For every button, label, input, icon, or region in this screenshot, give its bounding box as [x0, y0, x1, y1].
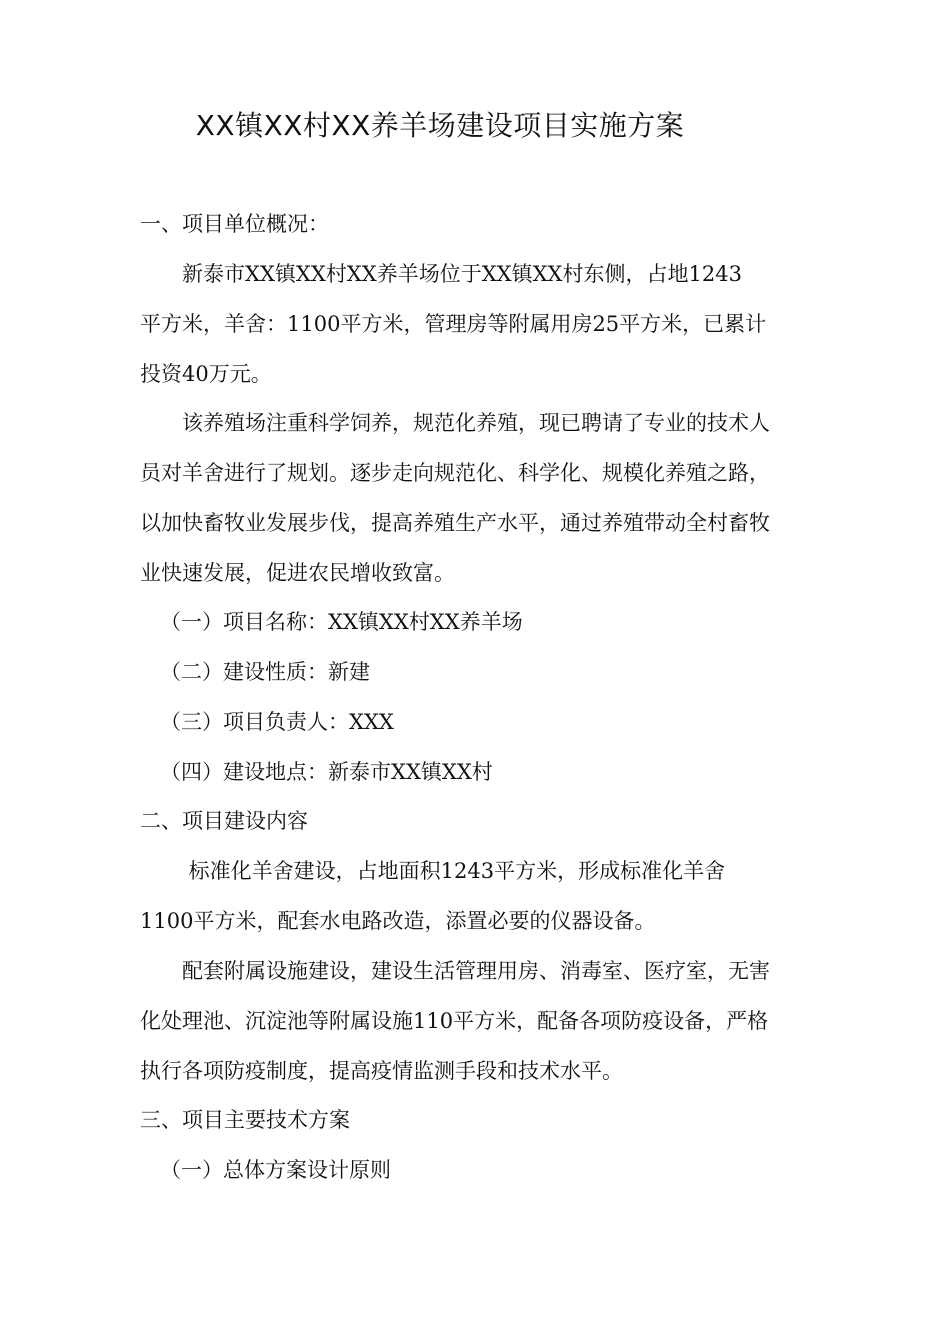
paragraph-line: 投资40万元。 [140, 362, 272, 386]
section1-paragraph-2 [140, 398, 824, 598]
section-heading: 一、项目单位概况： [140, 212, 329, 236]
section1-heading [140, 199, 824, 249]
section1-paragraph-1 [140, 249, 824, 399]
paragraph-line: 配套附属设施建设，建设生活管理用房、消毒室、医疗室，无害 [140, 959, 770, 983]
paragraph-line: 1100平方米，配套水电路改造，添置必要的仪器设备。 [140, 909, 656, 933]
paragraph-line: 平方米，羊舍：1100平方米，管理房等附属用房25平方米，已累计 [140, 312, 767, 336]
paragraph-line: 标准化羊舍建设，占地面积1243平方米，形成标准化羊舍 [140, 859, 726, 883]
project-leader-item: （三）项目负责人：XXX [160, 710, 394, 734]
subsection-heading: （一）总体方案设计原则 [160, 1158, 391, 1182]
paragraph-line: 执行各项防疫制度，提高疫情监测手段和技术水平。 [140, 1059, 623, 1083]
section2-heading [140, 796, 824, 846]
paragraph-line: 新泰市XX镇XX村XX养羊场位于XX镇XX村东侧，占地1243 [140, 262, 742, 286]
construction-nature-item: （二）建设性质：新建 [160, 660, 370, 684]
section-heading: 二、项目建设内容 [140, 809, 308, 833]
paragraph-line: 员对羊舍进行了规划。逐步走向规范化、科学化、规模化养殖之路， [140, 461, 770, 485]
paragraph-line: 以加快畜牧业发展步伐，提高养殖生产水平，通过养殖带动全村畜牧 [140, 511, 770, 535]
project-name-item: （一）项目名称：XX镇XX村XX养羊场 [160, 610, 523, 634]
paragraph-line: 化处理池、沉淀池等附属设施110平方米，配备各项防疫设备，严格 [140, 1009, 769, 1033]
section2-paragraph-2 [140, 946, 824, 1096]
section3-heading [140, 1095, 824, 1145]
project-info-list [160, 597, 844, 797]
paragraph-line: 该养殖场注重科学饲养，规范化养殖，现已聘请了专业的技术人 [140, 411, 770, 435]
section-heading: 三、项目主要技术方案 [140, 1108, 350, 1132]
section2-paragraph-1 [140, 846, 824, 946]
document-title: XX镇XX村XX养羊场建设项目实施方案 [195, 109, 685, 142]
construction-site-item: （四）建设地点：新泰市XX镇XX村 [160, 760, 493, 784]
paragraph-line: 业快速发展，促进农民增收致富。 [140, 561, 455, 585]
section3-subheading [160, 1145, 844, 1195]
